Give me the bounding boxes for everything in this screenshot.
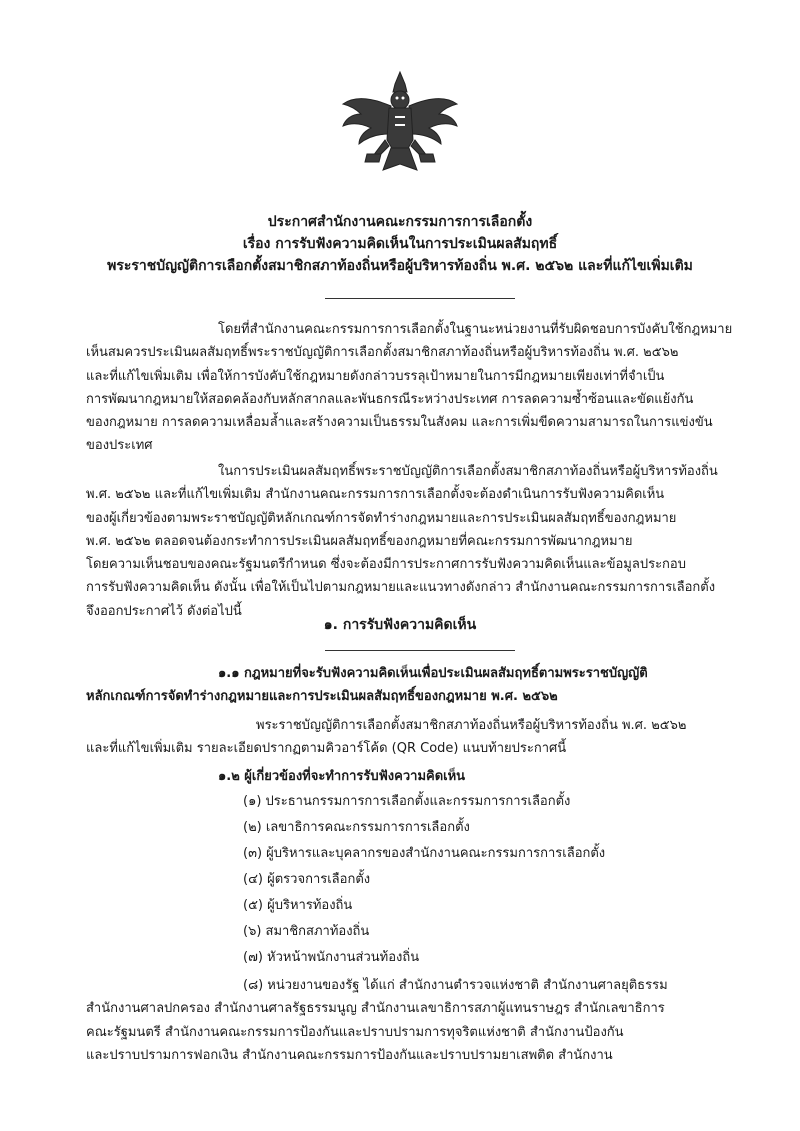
text-line: สำนักงานศาลปกครอง สำนักงานศาลรัฐธรรมนูญ สำนักงานเลขาธิการสภาผู้แทนราษฎร สำนักเลขาธิการ xyxy=(86,1001,665,1017)
text-line: และปราบปรามการฟอกเงิน สำนักงานคณะกรรมการป้องกันและปราบปรามยาเสพติด สำนักงาน xyxy=(86,1047,613,1063)
text-line: โดยที่สำนักงานคณะกรรมการการเลือกตั้งในฐานะหน่วยงานที่รับผิดชอบการบังคับใช้กฎหมาย xyxy=(218,322,733,337)
text-line: ของกฎหมาย การลดความเหลื่อมล้ำและสร้างความเป็นธรรมในสังคม และการเพิ่มขีดความสามารถในการแข่งขัน xyxy=(86,415,713,431)
list-item: (๖) สมาชิกสภาท้องถิ่น xyxy=(243,924,370,939)
section-heading: ๑. การรับฟังความคิดเห็น xyxy=(323,617,477,633)
list-item: (๓) ผู้บริหารและบุคลากรของสำนักงานคณะกรรมการการเลือกตั้ง xyxy=(243,846,606,861)
text-line: การรับฟังความคิดเห็น ดังนั้น เพื่อให้เป็นไปตามกฎหมายและแนวทางดังกล่าว สำนักงานคณะกรรมการการเลือกตั้ง xyxy=(86,580,716,596)
subsection-1-1-body xyxy=(86,714,686,761)
garuda-emblem-icon xyxy=(337,70,463,182)
preamble-paragraph-2 xyxy=(86,460,718,623)
text-line: และที่แก้ไขเพิ่มเติม รายละเอียดปรากฏตามคิวอาร์โค้ด (QR Code) แนบท้ายประกาศนี้ xyxy=(86,741,567,757)
list-item: (๗) หัวหน้าพนักงานส่วนท้องถิ่น xyxy=(243,950,420,965)
list-item: (๔) ผู้ตรวจการเลือกตั้ง xyxy=(243,872,371,887)
announcement-subject: เรื่อง การรับฟังความคิดเห็นในการประเมินผลสัมฤทธิ์ xyxy=(242,236,558,252)
subsection-1-2-heading: ๑.๒ ผู้เกี่ยวข้องที่จะทำการรับฟังความคิดเห็น xyxy=(218,769,466,784)
text-line: ในการประเมินผลสัมฤทธิ์พระราชบัญญัติการเลือกตั้งสมาชิกสภาท้องถิ่นหรือผู้บริหารท้องถิ่น xyxy=(218,464,718,479)
title-divider xyxy=(325,298,515,299)
list-item: (๑) ประธานกรรมการการเลือกตั้งและกรรมการการเลือกตั้ง xyxy=(243,794,571,809)
list-item-8 xyxy=(86,974,668,1067)
preamble-paragraph-1 xyxy=(86,318,732,458)
text-line: โดยความเห็นชอบของคณะรัฐมนตรีกำหนด ซึ่งจะต้องมีการประกาศการรับฟังความคิดเห็นและข้อมูลประกอบ xyxy=(86,557,686,573)
text-line: ของผู้เกี่ยวข้องตามพระราชบัญญัติหลักเกณฑ์การจัดทำร่างกฎหมายและการประเมินผลสัมฤทธิ์ของกฎหมาย xyxy=(86,510,677,526)
subsection-1-1-heading xyxy=(86,662,648,709)
section-divider xyxy=(325,650,515,651)
text-line: การพัฒนากฎหมายให้สอดคล้องกับหลักสากลและพันธกรณีระหว่างประเทศ การลดความซ้ำซ้อนและขัดแย้งกัน xyxy=(86,391,694,407)
text-line: ๑.๑ กฎหมายที่จะรับฟังความคิดเห็นเพื่อประเมินผลสัมฤทธิ์ตามพระราชบัญญัติ xyxy=(218,666,648,681)
text-line: พระราชบัญญัติการเลือกตั้งสมาชิกสภาท้องถิ่นหรือผู้บริหารท้องถิ่น พ.ศ. ๒๕๖๒ xyxy=(256,718,687,733)
text-line: คณะรัฐมนตรี สำนักงานคณะกรรมการป้องกันและปราบปรามการทุจริตแห่งชาติ สำนักงานป้องกัน xyxy=(86,1024,624,1040)
text-line: (๘) หน่วยงานของรัฐ ได้แก่ สำนักงานตำรวจแห่งชาติ สำนักงานศาลยุติธรรม xyxy=(243,978,668,993)
text-line: และที่แก้ไขเพิ่มเติม เพื่อให้การบังคับใช้กฎหมายดังกล่าวบรรลุเป้าหมายในการมีกฎหมายเพียงเท่าที่จำเป็น xyxy=(86,368,665,384)
text-line: จึงออกประกาศไว้ ดังต่อไปนี้ xyxy=(86,603,242,619)
text-line: หลักเกณฑ์การจัดทำร่างกฎหมายและการประเมินผลสัมฤทธิ์ของกฎหมาย พ.ศ. ๒๕๖๒ xyxy=(86,689,558,705)
text-line: เห็นสมควรประเมินผลสัมฤทธิ์พระราชบัญญัติการเลือกตั้งสมาชิกสภาท้องถิ่นหรือผู้บริหารท้องถิ่น พ.ศ. ๒๕๖๒ xyxy=(86,345,679,361)
announcement-law-name: พระราชบัญญัติการเลือกตั้งสมาชิกสภาท้องถิ่นหรือผู้บริหารท้องถิ่น พ.ศ. ๒๕๖๒ และที่แก้ไขเพิ่มเติม xyxy=(107,258,693,274)
text-line: พ.ศ. ๒๕๖๒ ตลอดจนต้องกระทำการประเมินผลสัมฤทธิ์ของกฎหมายที่คณะกรรมการพัฒนากฎหมาย xyxy=(86,533,633,549)
text-line: ของประเทศ xyxy=(86,438,153,454)
list-item: (๕) ผู้บริหารท้องถิ่น xyxy=(243,898,353,913)
list-item: (๒) เลขาธิการคณะกรรมการการเลือกตั้ง xyxy=(243,820,470,835)
text-line: พ.ศ. ๒๕๖๒ และที่แก้ไขเพิ่มเติม สำนักงานคณะกรรมการการเลือกตั้งจะต้องดำเนินการรับฟังความคิดเห็น xyxy=(86,487,665,503)
announcement-title: ประกาศสำนักงานคณะกรรมการการเลือกตั้ง xyxy=(267,214,533,230)
